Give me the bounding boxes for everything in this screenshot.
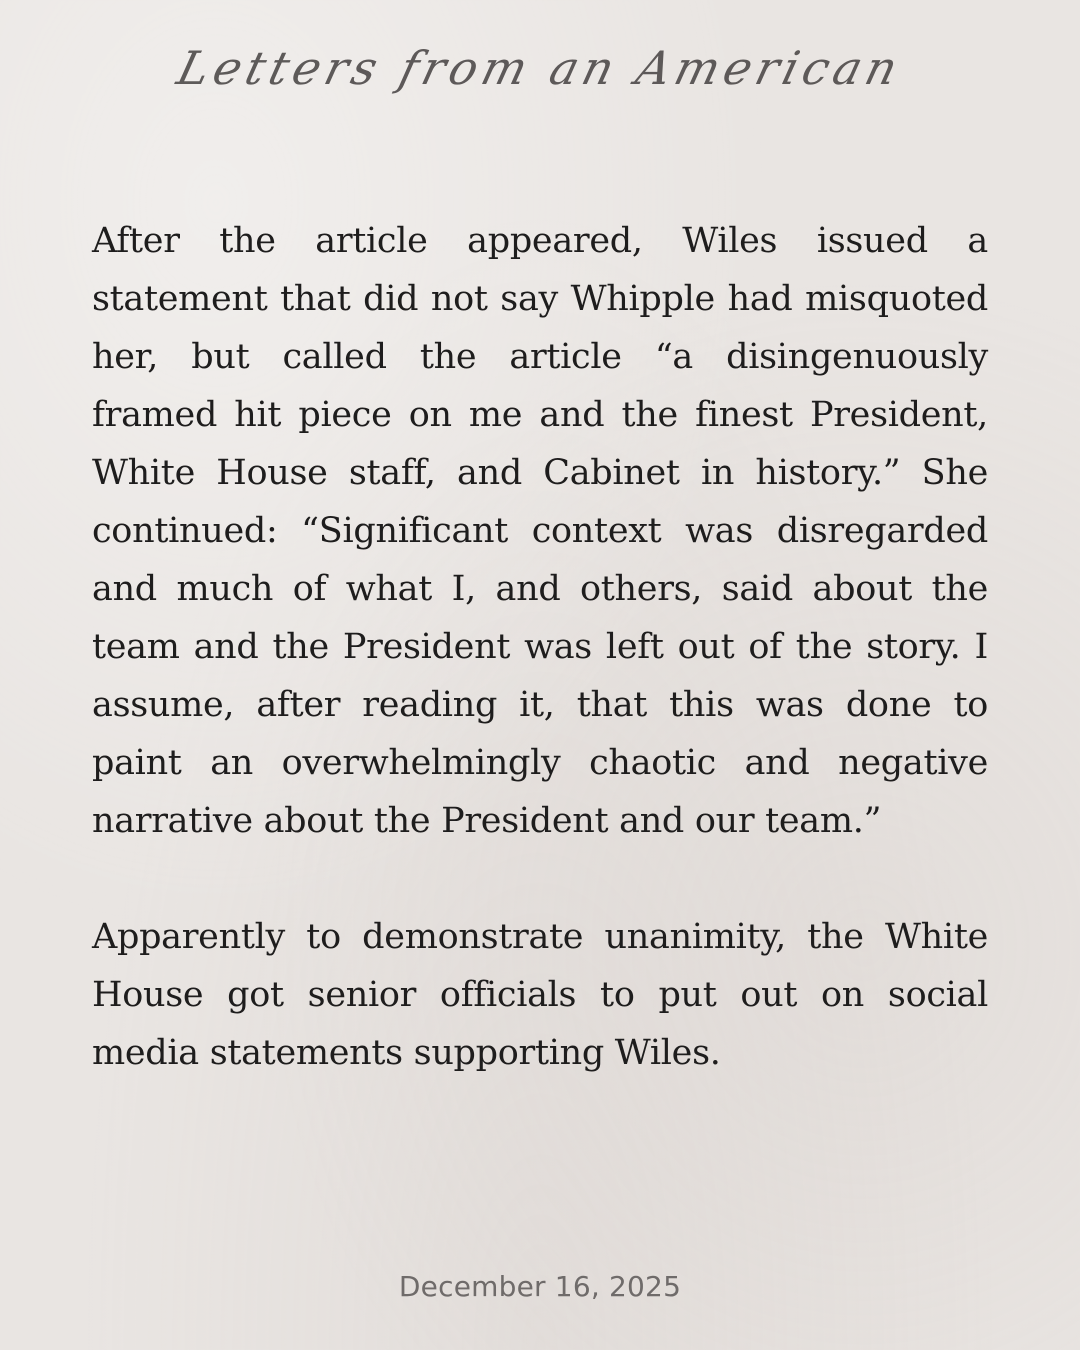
article-body xyxy=(92,212,988,1082)
article-paragraph: Apparently to demonstrate unanimity, the White House got senior officials to put out on social media statements supporting Wiles. xyxy=(92,917,988,1073)
article-paragraph: After the article appeared, Wiles issued a statement that did not say Whipple had misquoted her, but called the article “a disingenuously framed hit piece on me and the finest President, White House staff, and Cabinet in history.” She continued: “Significant context was disregarded and much of what I, and others, said about the team and the President was left out of the story. I assume, after reading it, that this was done to paint an overwhelmingly chaotic and negative narrative about the President and our team.” xyxy=(92,221,988,841)
masthead-title: Letters from an American xyxy=(172,41,908,95)
publication-date: December 16, 2025 xyxy=(398,1270,682,1303)
